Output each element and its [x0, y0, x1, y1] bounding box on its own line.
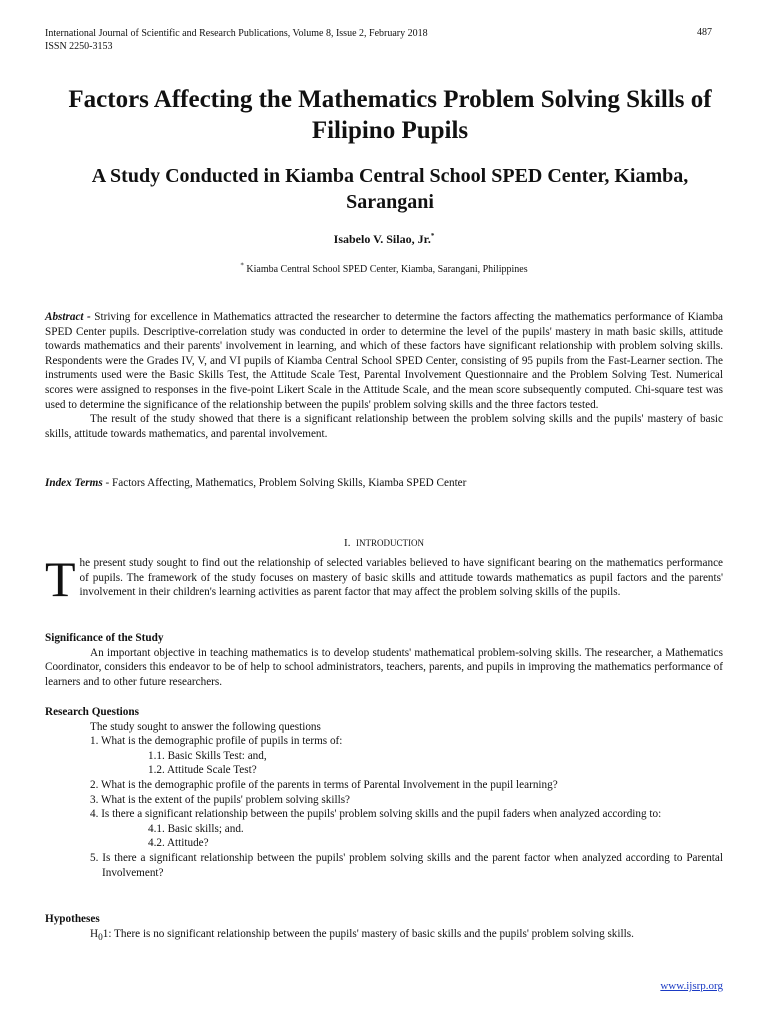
significance-heading: Significance of the Study [45, 632, 164, 644]
author-mark: * [430, 232, 435, 240]
question-1-1: 1.1. Basic Skills Test: and, [148, 749, 267, 762]
hypothesis-subscript: 0 [98, 932, 103, 943]
section-number: I. [344, 537, 351, 549]
research-questions-section [45, 705, 723, 880]
paper-title: Factors Affecting the Mathematics Problem Solving Skills of Filipino Pupils [68, 86, 712, 144]
page-number: 487 [697, 27, 712, 38]
research-questions-intro: The study sought to answer the following questions [90, 720, 321, 733]
journal-citation: International Journal of Scientific and Research Publications, Volume 8, Issue 2, February 2018 [45, 28, 428, 39]
abstract-label: Abstract - [45, 311, 91, 323]
hypothesis-symbol: H [90, 927, 99, 940]
author-name-text: Isabelo V. Silao, Jr. [333, 232, 431, 246]
section-title: INTRODUCTION [355, 538, 424, 548]
abstract-text: Striving for excellence in Mathematics attracted the researcher to determine the factors affecting the mathematics performance of Kiamba SPED Center pupils. Descriptive-correlation study was conducted in order to determine the level of the pupils' mastery in math basic skills, attitude towards mathematics and their parents' involvement in learning, and which of these factors have significant relationship with problem solving skills. Respondents were the Grades IV, V, and VI pupils of Kiamba Central School SPED Center, consisting of 95 pupils from the Fast-Learner section. The instruments used were the Basic Skills Test, the Attitude Scale Test, Parental Involvement Questionnaire and the Problem Solving Test. Numerical scores were assigned to responses in the five-point Likert Scale in the Attitude Scale, and the mean score subsequently computed. Chi-square test was used to determine the significance of the relationship between the pupils' problem solving skills and the three factors tested. [45, 311, 724, 411]
drop-cap: T [45, 551, 76, 607]
index-terms-label: Index Terms [45, 477, 103, 489]
index-terms-text: - Factors Affecting, Mathematics, Problem Solving Skills, Kiamba SPED Center [105, 477, 467, 489]
running-header [45, 27, 428, 53]
issn: ISSN 2250-3153 [45, 41, 113, 52]
question-3: 3. What is the extent of the pupils' problem solving skills? [90, 793, 351, 806]
author-name [0, 232, 768, 247]
question-1: 1. What is the demographic profile of pupils in terms of: [90, 735, 343, 748]
abstract [45, 310, 723, 441]
affiliation-text: Kiamba Central School SPED Center, Kiamba, Sarangani, Philippines [246, 264, 528, 275]
affiliation [0, 261, 768, 275]
hypotheses-section [45, 912, 723, 945]
question-4-1: 4.1. Basic skills; and. [148, 822, 244, 835]
hypotheses-heading: Hypotheses [45, 913, 100, 925]
question-1-2: 1.2. Attitude Scale Test? [148, 764, 257, 777]
significance-section [45, 631, 723, 689]
paper-subtitle: A Study Conducted in Kiamba Central School SPED Center, Kiamba, Sarangani [91, 165, 689, 213]
question-2: 2. What is the demographic profile of the parents in terms of Parental Involvement in the pupil learning? [90, 778, 558, 791]
affiliation-mark: * [240, 261, 244, 270]
introduction-text: he present study sought to find out the relationship of selected variables believed to have significant bearing on the mathematics performance of pupils. The framework of the study focuses on mastery of basic skills and attitude towards mathematics as pupil factors and the parents' involvement in their children's learning activities as parent factor that may affect the problem solving skills of the pupils. [79, 557, 723, 599]
hypothesis-1 [45, 927, 723, 946]
question-4: 4. Is there a significant relationship between the pupils' problem solving skills and the pupil faders when analyzed according to: [90, 808, 662, 821]
hypothesis-text: 1: There is no significant relationship between the pupils' mastery of basic skills and the pupils' problem solving skills. [102, 927, 634, 940]
question-5: 5. Is there a significant relationship between the pupils' problem solving skills and the parent factor when analyzed according to Parental Involvement? [90, 851, 723, 879]
index-terms [45, 476, 723, 491]
journal-website-link[interactable]: www.ijsrp.org [660, 980, 723, 992]
question-4-2: 4.2. Attitude? [148, 837, 209, 850]
section-heading-introduction [0, 537, 768, 549]
significance-text: An important objective in teaching mathematics is to develop students' mathematical problem-solving skills. The researcher, a Mathematics Coordinator, considers this endeavor to be of help to school administrators, teachers, parents, and pupils in improving the mathematics performance of learners and to other future researchers. [45, 646, 723, 688]
introduction-paragraph [45, 551, 723, 607]
research-questions-heading: Research Questions [45, 706, 139, 718]
abstract-result: The result of the study showed that there is a significant relationship between the problem solving skills and the pupils' mastery of basic skills, attitude towards mathematics, and parental involvement. [45, 413, 723, 440]
